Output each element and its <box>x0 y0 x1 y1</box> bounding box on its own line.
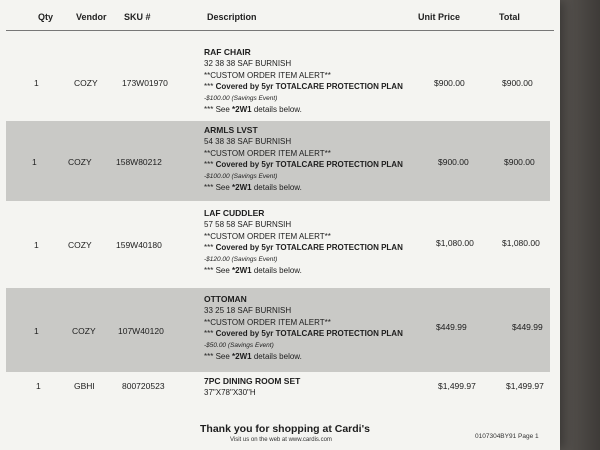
see-code: *2W1 <box>232 105 252 115</box>
item-coverage <box>204 159 403 170</box>
item-title: ARMLS LVST <box>204 125 258 135</box>
description-cell <box>204 294 403 362</box>
item-alert: **CUSTOM ORDER ITEM ALERT** <box>204 70 331 80</box>
total-cell: $1,499.97 <box>506 381 544 391</box>
sku-cell: 107W40120 <box>118 326 164 336</box>
item-specs: 57 58 58 SAF BURNSIH <box>204 220 292 230</box>
thank-you-message: Thank you for shopping at Cardi's <box>200 423 370 435</box>
coverage-text: Covered by 5yr TOTALCARE PROTECTION PLAN <box>215 329 403 339</box>
unit-price-cell: $900.00 <box>438 157 469 167</box>
see-prefix: *** See <box>204 183 230 193</box>
see-suffix: details below. <box>253 266 302 276</box>
see-code: *2W1 <box>232 352 252 362</box>
item-specs: 37"X78"X30"H <box>204 388 256 398</box>
coverage-text: Covered by 5yr TOTALCARE PROTECTION PLAN <box>215 160 403 170</box>
header-qty: Qty <box>38 12 54 22</box>
header-total: Total <box>499 12 520 22</box>
vendor-cell: GBHI <box>74 381 95 391</box>
description-cell <box>204 125 403 193</box>
coverage-prefix: *** <box>204 82 214 92</box>
vendor-cell: COZY <box>74 78 98 88</box>
coverage-text: Covered by 5yr TOTALCARE PROTECTION PLAN <box>215 82 403 92</box>
item-alert: **CUSTOM ORDER ITEM ALERT** <box>204 148 331 158</box>
description-cell <box>204 376 300 399</box>
coverage-prefix: *** <box>204 243 214 253</box>
total-cell: $900.00 <box>504 157 535 167</box>
vendor-cell: COZY <box>72 326 96 336</box>
item-see-details <box>204 265 403 276</box>
item-title: LAF CUDDLER <box>204 208 265 218</box>
see-suffix: details below. <box>253 183 302 193</box>
sku-cell: 800720523 <box>122 381 165 391</box>
item-specs: 54 38 38 SAF BURNISH <box>204 137 292 147</box>
item-specs: 33 25 18 SAF BURNISH <box>204 306 292 316</box>
vendor-cell: COZY <box>68 157 92 167</box>
item-see-details <box>204 104 403 115</box>
item-coverage <box>204 242 403 253</box>
see-prefix: *** See <box>204 266 230 276</box>
item-alert: **CUSTOM ORDER ITEM ALERT** <box>204 231 331 241</box>
header-vendor: Vendor <box>76 12 107 22</box>
coverage-text: Covered by 5yr TOTALCARE PROTECTION PLAN <box>215 243 403 253</box>
unit-price-cell: $1,499.97 <box>438 381 476 391</box>
table-row <box>6 42 550 120</box>
website-note: Visit us on the web at www.cardis.com <box>230 437 332 443</box>
see-prefix: *** See <box>204 105 230 115</box>
coverage-prefix: *** <box>204 160 214 170</box>
item-see-details <box>204 182 403 193</box>
table-row <box>6 372 550 412</box>
total-cell: $449.99 <box>512 322 543 332</box>
sku-cell: 159W40180 <box>116 240 162 250</box>
see-suffix: details below. <box>253 105 302 115</box>
table-row <box>6 121 550 201</box>
see-code: *2W1 <box>232 266 252 276</box>
coverage-prefix: *** <box>204 329 214 339</box>
see-prefix: *** See <box>204 352 230 362</box>
item-savings: -$100.00 (Savings Event) <box>204 94 278 102</box>
qty-cell: 1 <box>34 326 39 336</box>
unit-price-cell: $1,080.00 <box>436 238 474 248</box>
table-row <box>6 204 550 288</box>
item-coverage <box>204 328 403 339</box>
item-coverage <box>204 81 403 92</box>
vendor-cell: COZY <box>68 240 92 250</box>
item-see-details <box>204 351 403 362</box>
header-sku: SKU # <box>124 12 151 22</box>
total-cell: $1,080.00 <box>502 238 540 248</box>
item-title: OTTOMAN <box>204 294 247 304</box>
item-savings: -$50.00 (Savings Event) <box>204 341 274 349</box>
table-surface <box>556 0 600 450</box>
description-cell <box>204 208 403 276</box>
qty-cell: 1 <box>36 381 41 391</box>
total-cell: $900.00 <box>502 78 533 88</box>
item-title: 7PC DINING ROOM SET <box>204 376 301 386</box>
item-title: RAF CHAIR <box>204 47 251 57</box>
header-divider <box>6 30 554 31</box>
description-cell <box>204 47 403 115</box>
sku-cell: 173W01970 <box>122 78 168 88</box>
page-reference: 0107304BY91 Page 1 <box>475 433 539 440</box>
header-unit-price: Unit Price <box>418 12 461 22</box>
see-suffix: details below. <box>253 352 302 362</box>
see-code: *2W1 <box>232 183 252 193</box>
item-savings: -$100.00 (Savings Event) <box>204 172 278 180</box>
qty-cell: 1 <box>32 157 37 167</box>
item-specs: 32 38 38 SAF BURNISH <box>204 59 292 69</box>
unit-price-cell: $449.99 <box>436 322 467 332</box>
header-description: Description <box>207 12 257 22</box>
item-alert: **CUSTOM ORDER ITEM ALERT** <box>204 317 331 327</box>
sku-cell: 158W80212 <box>116 157 162 167</box>
qty-cell: 1 <box>34 78 39 88</box>
item-savings: -$120.00 (Savings Event) <box>204 255 278 263</box>
unit-price-cell: $900.00 <box>434 78 465 88</box>
table-row <box>6 288 550 372</box>
qty-cell: 1 <box>34 240 39 250</box>
